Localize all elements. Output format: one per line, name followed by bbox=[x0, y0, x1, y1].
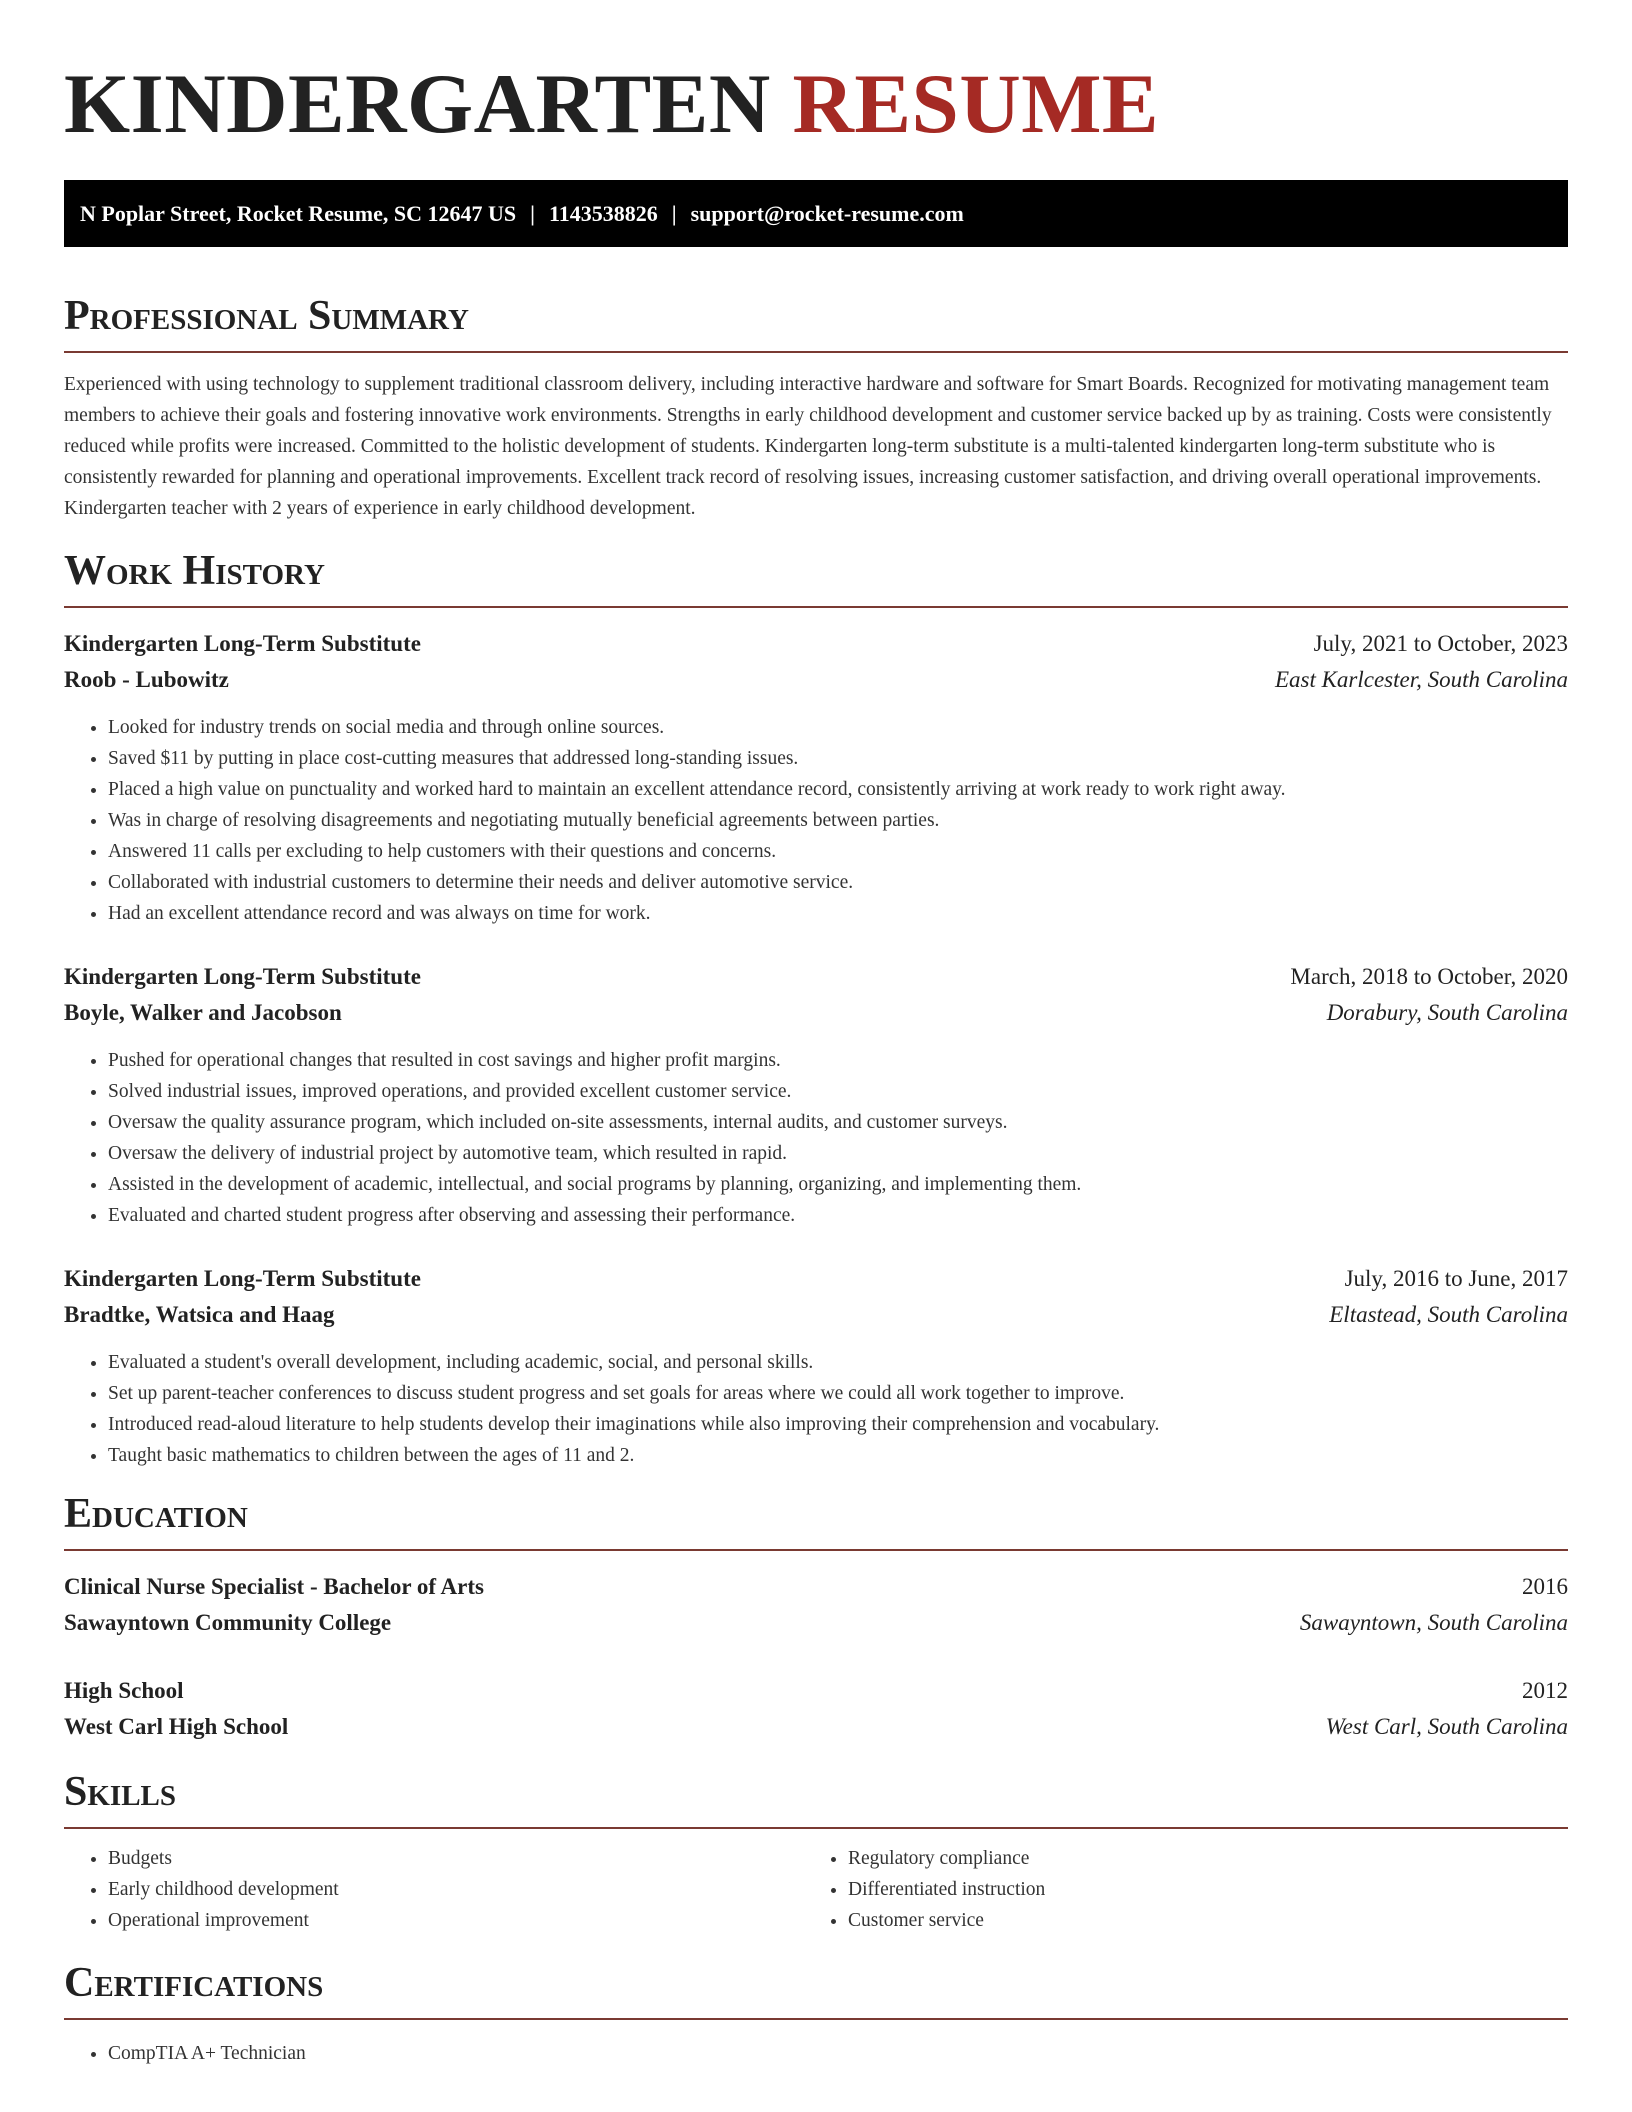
education-degree-row bbox=[64, 1569, 1568, 1605]
job-entry bbox=[64, 626, 1568, 929]
job-entry bbox=[64, 1261, 1568, 1471]
skill-item: • Differentiated instruction bbox=[848, 1874, 1544, 1905]
education-entry bbox=[64, 1569, 1568, 1641]
list-item: • Set up parent-teacher conferences to discuss student progress and set goals for areas where we could all work together to improve. bbox=[108, 1378, 1568, 1409]
section-heading-certifications: Certifications bbox=[64, 1958, 1568, 2020]
list-item: • Introduced read-aloud literature to help students develop their imaginations while also improving their comprehension and vocabulary. bbox=[108, 1409, 1568, 1440]
education-degree-row bbox=[64, 1673, 1568, 1709]
list-item: • Had an excellent attendance record and was always on time for work. bbox=[108, 898, 1568, 929]
list-item: • Answered 11 calls per excluding to help customers with their questions and concerns. bbox=[108, 836, 1568, 867]
job-header-row bbox=[64, 1261, 1568, 1297]
list-item: • Pushed for operational changes that resulted in cost savings and higher profit margins. bbox=[108, 1045, 1568, 1076]
job-dates: July, 2016 to June, 2017 bbox=[1344, 1266, 1568, 1291]
education-degree: High School bbox=[64, 1678, 184, 1703]
education-school-row bbox=[64, 1605, 1568, 1641]
list-item: • Saved $11 by putting in place cost-cutting measures that addressed long-standing issues. bbox=[108, 743, 1568, 774]
list-item: • Evaluated a student's overall development, including academic, social, and personal skills. bbox=[108, 1347, 1568, 1378]
job-header-row bbox=[64, 626, 1568, 662]
job-company-row bbox=[64, 995, 1568, 1031]
skill-item: • Operational improvement bbox=[108, 1905, 804, 1936]
job-entry bbox=[64, 959, 1568, 1231]
job-bullets bbox=[64, 1045, 1568, 1231]
list-item: • Assisted in the development of academic, intellectual, and social programs by planning, organizing, and implementing them. bbox=[108, 1169, 1568, 1200]
list-item: • Evaluated and charted student progress after observing and assessing their performance. bbox=[108, 1200, 1568, 1231]
job-company-row bbox=[64, 1297, 1568, 1333]
job-dates: March, 2018 to October, 2020 bbox=[1290, 964, 1568, 989]
education-year: 2016 bbox=[1522, 1574, 1568, 1599]
job-location: East Karlcester, South Carolina bbox=[1274, 667, 1568, 692]
contact-phone: 1143538826 bbox=[548, 201, 658, 226]
job-dates: July, 2021 to October, 2023 bbox=[1313, 631, 1568, 656]
section-heading-education: Education bbox=[64, 1489, 1568, 1551]
education-entry bbox=[64, 1673, 1568, 1745]
job-title: Kindergarten Long-Term Substitute bbox=[64, 1266, 421, 1291]
education-degree: Clinical Nurse Specialist - Bachelor of Arts bbox=[64, 1574, 484, 1599]
job-bullets bbox=[64, 712, 1568, 929]
skill-item: • Budgets bbox=[108, 1843, 804, 1874]
job-header-row bbox=[64, 959, 1568, 995]
skill-item: • Early childhood development bbox=[108, 1874, 804, 1905]
summary-text: Experienced with using technology to supplement traditional classroom delivery, including interactive hardware and software for Smart Boards. Recognized for motivating management team members to achieve their goals and fostering innovative work environments. Strengths in early childhood development and customer service backed up by as training. Costs were consistently reduced while profits were increased. Committed to the holistic development of students. Kindergarten long-term substitute is a multi-talented kindergarten long-term substitute who is consistently rewarded for planning and operational improvements. Excellent track record of resolving issues, increasing customer satisfaction, and driving overall operational improvements. Kindergarten teacher with 2 years of experience in early childhood development. bbox=[64, 374, 1552, 519]
job-title: Kindergarten Long-Term Substitute bbox=[64, 964, 421, 989]
skills-grid bbox=[64, 1843, 1568, 1936]
contact-separator: | bbox=[530, 201, 535, 226]
section-heading-summary: Professional Summary bbox=[64, 291, 1568, 353]
section-heading-skills: Skills bbox=[64, 1767, 1568, 1829]
contact-email: support@rocket-resume.com bbox=[690, 201, 964, 226]
title-main: KINDERGARTEN bbox=[64, 57, 771, 151]
job-location: Eltastead, South Carolina bbox=[1329, 1302, 1568, 1327]
list-item: • Oversaw the delivery of industrial project by automotive team, which resulted in rapid. bbox=[108, 1138, 1568, 1169]
job-location: Dorabury, South Carolina bbox=[1326, 1000, 1568, 1025]
education-school: West Carl High School bbox=[64, 1714, 289, 1739]
list-item: • Solved industrial issues, improved operations, and provided excellent customer service. bbox=[108, 1076, 1568, 1107]
job-title: Kindergarten Long-Term Substitute bbox=[64, 631, 421, 656]
skill-item: • Regulatory compliance bbox=[848, 1843, 1544, 1874]
title-accent: RESUME bbox=[792, 57, 1160, 151]
list-item: • Looked for industry trends on social media and through online sources. bbox=[108, 712, 1568, 743]
job-company: Bradtke, Watsica and Haag bbox=[64, 1302, 335, 1327]
education-school: Sawayntown Community College bbox=[64, 1610, 392, 1635]
education-location: West Carl, South Carolina bbox=[1325, 1714, 1568, 1739]
job-company: Roob - Lubowitz bbox=[64, 667, 229, 692]
list-item: • Oversaw the quality assurance program, which included on-site assessments, internal audits, and customer surveys. bbox=[108, 1107, 1568, 1138]
list-item: • Was in charge of resolving disagreements and negotiating mutually beneficial agreements between parties. bbox=[108, 805, 1568, 836]
skills-column-left bbox=[64, 1843, 804, 1936]
job-bullets bbox=[64, 1347, 1568, 1471]
education-school-row bbox=[64, 1709, 1568, 1745]
certifications-list bbox=[64, 2038, 1568, 2069]
resume-title bbox=[64, 58, 1568, 150]
contact-address: N Poplar Street, Rocket Resume, SC 12647 US bbox=[80, 201, 517, 226]
skills-column-right bbox=[804, 1843, 1544, 1936]
education-location: Sawayntown, South Carolina bbox=[1299, 1610, 1568, 1635]
job-company-row bbox=[64, 662, 1568, 698]
certification-item: • CompTIA A+ Technician bbox=[108, 2038, 1568, 2069]
list-item: • Placed a high value on punctuality and worked hard to maintain an excellent attendance record, consistently arriving at work ready to work right away. bbox=[108, 774, 1568, 805]
contact-bar bbox=[64, 180, 1568, 247]
education-year: 2012 bbox=[1522, 1678, 1568, 1703]
list-item: • Collaborated with industrial customers to determine their needs and deliver automotive service. bbox=[108, 867, 1568, 898]
list-item: • Taught basic mathematics to children between the ages of 11 and 2. bbox=[108, 1440, 1568, 1471]
skill-item: • Customer service bbox=[848, 1905, 1544, 1936]
contact-separator: | bbox=[671, 201, 677, 226]
job-company: Boyle, Walker and Jacobson bbox=[64, 1000, 342, 1025]
section-heading-work-history: Work History bbox=[64, 546, 1568, 608]
